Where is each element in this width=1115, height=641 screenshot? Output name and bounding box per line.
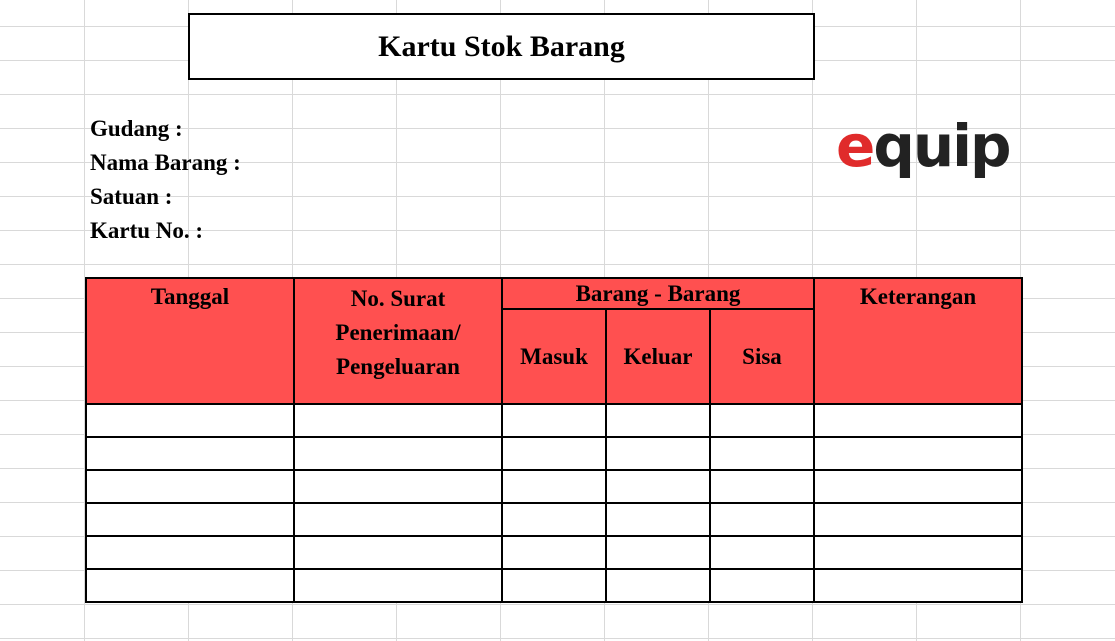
cell-masuk[interactable] — [502, 503, 606, 536]
header-no-surat-line3: Pengeluaran — [336, 354, 460, 379]
cell-keluar[interactable] — [606, 470, 710, 503]
header-barang-group: Barang - Barang — [502, 278, 814, 309]
header-masuk: Masuk — [502, 309, 606, 404]
logo-rest-letters: quip — [873, 112, 1010, 180]
cell-tanggal[interactable] — [86, 404, 294, 437]
table-row — [86, 470, 1022, 503]
svg-text:equip — [836, 112, 1010, 180]
field-nama-barang[interactable]: Nama Barang : — [90, 150, 241, 175]
table-row — [86, 404, 1022, 437]
cell-keluar[interactable] — [606, 503, 710, 536]
logo-accent-letter: e — [836, 112, 874, 180]
cell-masuk[interactable] — [502, 569, 606, 602]
cell-no-surat[interactable] — [294, 569, 502, 602]
cell-tanggal[interactable] — [86, 503, 294, 536]
cell-masuk[interactable] — [502, 437, 606, 470]
cell-sisa[interactable] — [710, 470, 814, 503]
table-body — [86, 404, 1022, 602]
cell-sisa[interactable] — [710, 536, 814, 569]
stock-card-table — [85, 277, 1023, 603]
cell-keterangan[interactable] — [814, 437, 1022, 470]
field-satuan[interactable]: Satuan : — [90, 184, 173, 209]
cell-keluar[interactable] — [606, 536, 710, 569]
header-no-surat-line1: No. Surat — [350, 286, 446, 311]
header-keluar: Keluar — [606, 309, 710, 404]
cell-masuk[interactable] — [502, 470, 606, 503]
cell-keterangan[interactable] — [814, 404, 1022, 437]
cell-tanggal[interactable] — [86, 437, 294, 470]
cell-tanggal[interactable] — [86, 470, 294, 503]
cell-keterangan[interactable] — [814, 569, 1022, 602]
table-row — [86, 437, 1022, 470]
cell-keterangan[interactable] — [814, 503, 1022, 536]
cell-sisa[interactable] — [710, 503, 814, 536]
cell-no-surat[interactable] — [294, 503, 502, 536]
table-row — [86, 569, 1022, 602]
cell-sisa[interactable] — [710, 437, 814, 470]
cell-masuk[interactable] — [502, 404, 606, 437]
table-row — [86, 503, 1022, 536]
header-keterangan: Keterangan — [814, 278, 1022, 404]
equip-logo — [836, 108, 1016, 188]
cell-no-surat[interactable] — [294, 470, 502, 503]
field-gudang[interactable]: Gudang : — [90, 116, 183, 141]
cell-no-surat[interactable] — [294, 404, 502, 437]
header-tanggal: Tanggal — [86, 278, 294, 404]
cell-keluar[interactable] — [606, 569, 710, 602]
card-title: Kartu Stok Barang — [188, 13, 815, 80]
table-row — [86, 536, 1022, 569]
cell-keluar[interactable] — [606, 437, 710, 470]
cell-tanggal[interactable] — [86, 536, 294, 569]
cell-sisa[interactable] — [710, 404, 814, 437]
cell-sisa[interactable] — [710, 569, 814, 602]
field-kartu-no[interactable]: Kartu No. : — [90, 218, 204, 243]
info-fields — [90, 112, 241, 248]
cell-keluar[interactable] — [606, 404, 710, 437]
cell-masuk[interactable] — [502, 536, 606, 569]
header-no-surat — [294, 278, 502, 404]
cell-no-surat[interactable] — [294, 437, 502, 470]
cell-keterangan[interactable] — [814, 470, 1022, 503]
cell-tanggal[interactable] — [86, 569, 294, 602]
header-no-surat-line2: Penerimaan/ — [335, 320, 461, 345]
cell-keterangan[interactable] — [814, 536, 1022, 569]
cell-no-surat[interactable] — [294, 536, 502, 569]
header-sisa: Sisa — [710, 309, 814, 404]
